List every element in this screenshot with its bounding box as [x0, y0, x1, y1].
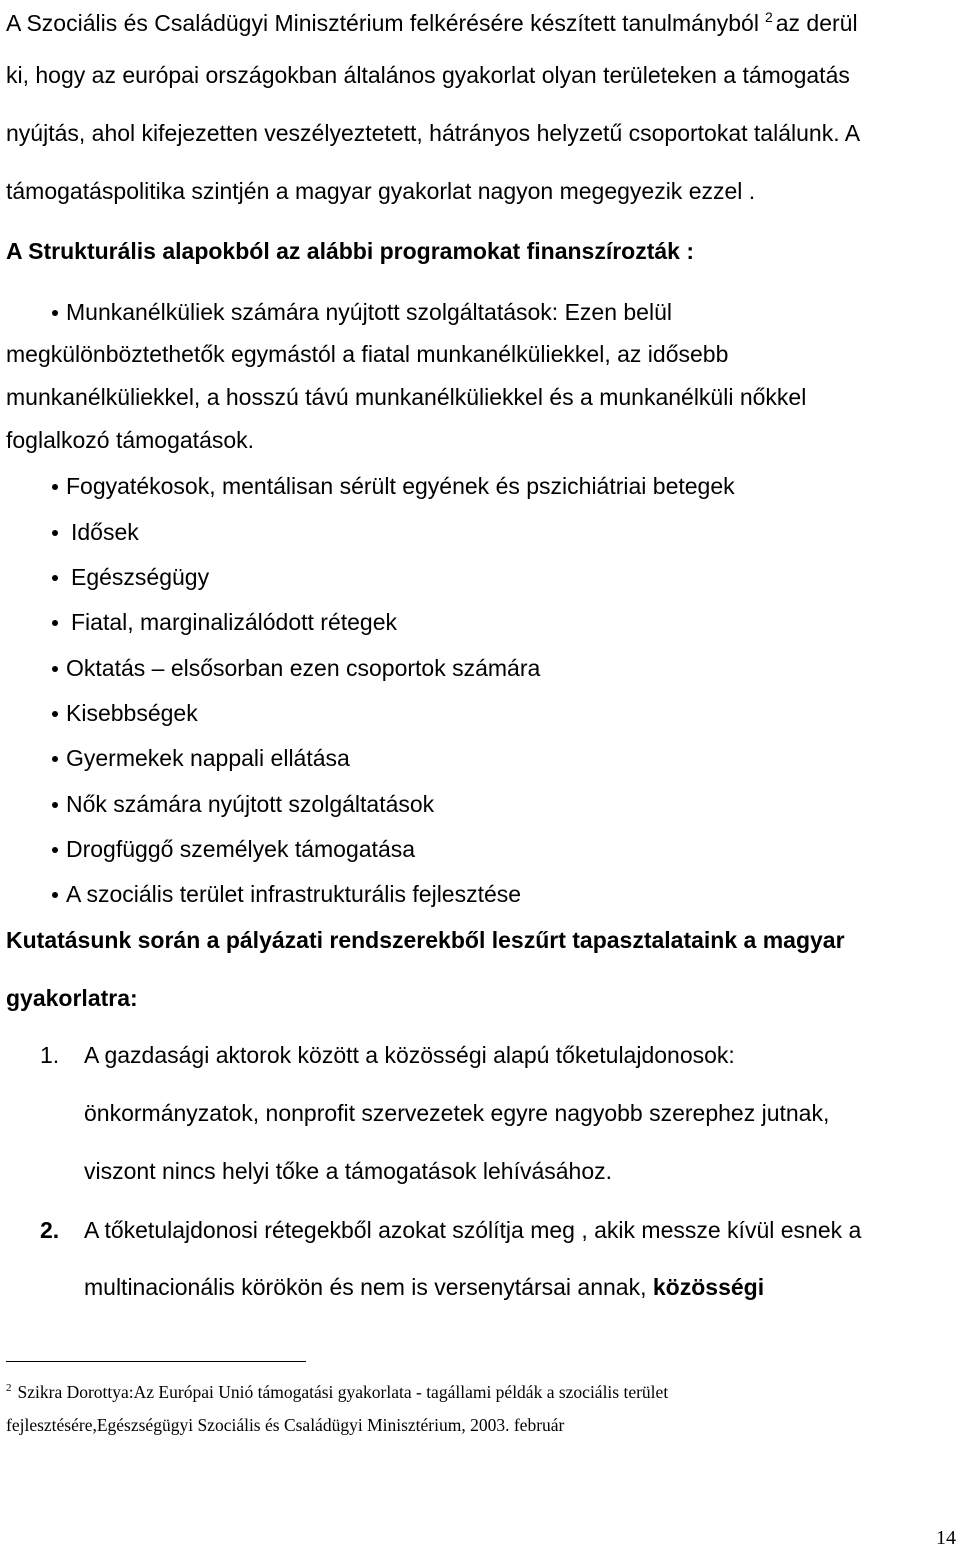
- bullet-icon: [52, 847, 58, 853]
- list-item-text: Idősek: [71, 519, 139, 545]
- section-heading: A Strukturális alapokból az alábbi programokat finanszírozták :: [6, 238, 695, 264]
- section-heading: Kutatásunk során a pályázati rendszerekből leszűrt tapasztalataink a magyar: [6, 927, 845, 953]
- list-item: [52, 607, 952, 637]
- numbered-item-text: multinacionális körökön és nem is versenytársai annak,: [84, 1274, 647, 1300]
- paragraph-text: A Szociális és Családügyi Minisztérium felkérésére készített tanulmányból: [6, 10, 759, 36]
- bullet-icon: [52, 756, 58, 762]
- list-item: [52, 834, 952, 864]
- list-item-text: A szociális terület infrastrukturális fejlesztése: [66, 881, 522, 907]
- list-item-text: Drogfüggő személyek támogatása: [66, 836, 416, 862]
- numbered-item-continuation: önkormányzatok, nonprofit szervezetek egyre nagyobb szerephez jutnak,: [84, 1100, 830, 1126]
- paragraph-text: az derül: [775, 10, 858, 36]
- list-item-text: Egészségügy: [71, 564, 210, 590]
- bullet-icon: [52, 711, 58, 717]
- bullet-icon: [52, 666, 58, 672]
- paragraph-line: ki, hogy az európai országokban általános gyakorlat olyan területeken a támogatás: [6, 62, 850, 88]
- list-item-text: Nők számára nyújtott szolgáltatások: [66, 791, 435, 817]
- paragraph-line: [6, 2, 952, 38]
- list-item-text: Fogyatékosok, mentálisan sérült egyének és pszichiátriai betegek: [66, 473, 735, 499]
- list-item: [52, 653, 952, 683]
- bullet-icon: [52, 620, 58, 626]
- numbered-item-text: A gazdasági aktorok között a közösségi alapú tőketulajdonosok:: [84, 1042, 735, 1068]
- list-item: [52, 562, 952, 592]
- list-item: [52, 879, 952, 909]
- section-heading: gyakorlatra:: [6, 985, 138, 1011]
- bullet-icon: [52, 892, 58, 898]
- list-item-continuation: foglalkozó támogatások.: [6, 427, 255, 453]
- footnote-text: Szikra Dorottya:Az Európai Unió támogatási gyakorlata - tagállami példák a szociális terület: [17, 1382, 669, 1402]
- item-number: 1.: [40, 1042, 60, 1068]
- list-item-text: Gyermekek nappali ellátása: [66, 745, 350, 771]
- numbered-item: [40, 1040, 952, 1070]
- list-item-continuation: munkanélküliekkel, a hosszú távú munkanélküliekkel és a munkanélküli nőkkel: [6, 384, 807, 410]
- bullet-icon: [52, 484, 58, 490]
- bullet-icon: [52, 802, 58, 808]
- list-item: [52, 743, 952, 773]
- emphasized-text: közösségi: [652, 1274, 765, 1300]
- list-item-text: Kisebbségek: [66, 700, 198, 726]
- bullet-icon: [52, 310, 58, 316]
- numbered-item-continuation: [84, 1272, 952, 1302]
- paragraph-line: támogatáspolitika szintjén a magyar gyakorlat nagyon megegyezik ezzel .: [6, 178, 756, 204]
- bullet-icon: [52, 530, 58, 536]
- list-item-continuation: megkülönböztethetők egymástól a fiatal munkanélküliekkel, az idősebb: [6, 341, 729, 367]
- item-number: 2.: [40, 1217, 60, 1243]
- footnote: [6, 1376, 668, 1404]
- list-item-text: Oktatás – elsősorban ezen csoportok számára: [66, 655, 541, 681]
- list-item-text: Fiatal, marginalizálódott rétegek: [71, 609, 397, 635]
- list-item-text: Munkanélküliek számára nyújtott szolgáltatások: Ezen belül: [66, 299, 672, 325]
- footnote-mark: 2: [6, 1382, 12, 1394]
- page-number: 14: [936, 1527, 956, 1549]
- numbered-item-text: A tőketulajdonosi rétegekből azokat szólítja meg , akik messze kívül esnek a: [84, 1217, 862, 1243]
- list-item: [52, 471, 952, 501]
- footnote-reference[interactable]: 2: [764, 9, 773, 25]
- numbered-item-continuation: viszont nincs helyi tőke a támogatások lehívásához.: [84, 1158, 613, 1184]
- footnote-continuation: fejlesztésére,Egészségügyi Szociális és Családügyi Minisztérium, 2003. február: [6, 1415, 565, 1435]
- paragraph-line: nyújtás, ahol kifejezetten veszélyeztetett, hátrányos helyzetű csoportokat találunk. A: [6, 120, 861, 146]
- list-item: [52, 297, 952, 327]
- list-item: [52, 698, 952, 728]
- footnote-separator: [6, 1361, 306, 1362]
- list-item: [52, 517, 952, 547]
- list-item: [52, 789, 952, 819]
- numbered-item: [40, 1215, 952, 1245]
- bullet-icon: [52, 575, 58, 581]
